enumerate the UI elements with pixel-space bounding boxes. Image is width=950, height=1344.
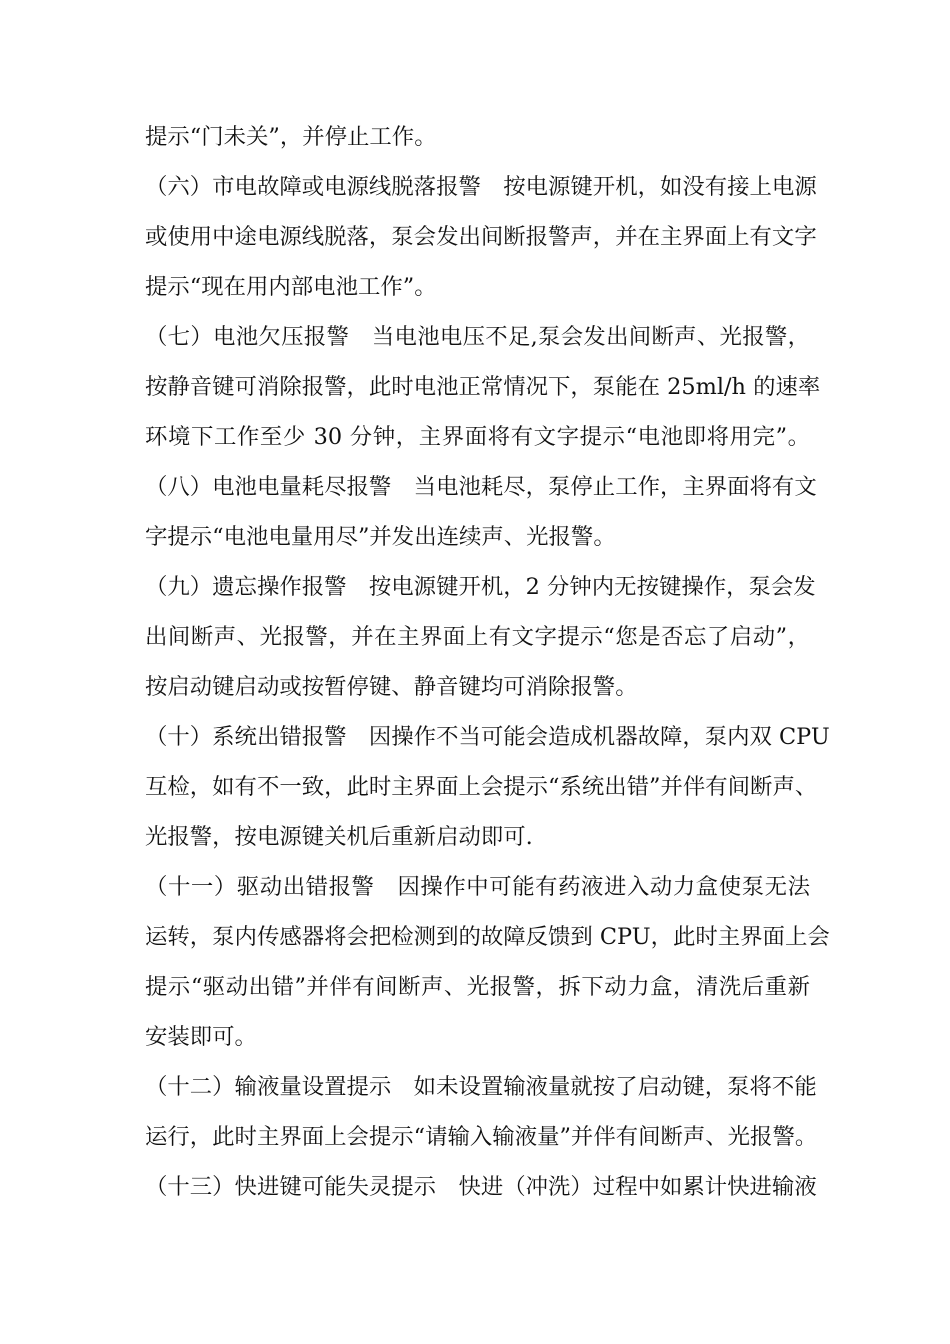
text-line: 安装即可。 <box>145 1024 257 1050</box>
text-line: 提示“驱动出错”并伴有间断声、光报警，拆下动力盒，清洗后重新 <box>145 974 810 1000</box>
text-line: 运行，此时主界面上会提示“请输入输液量”并伴有间断声、光报警。 <box>145 1124 818 1150</box>
text-line: 出间断声、光报警，并在主界面上有文字提示“您是否忘了启动”， <box>145 624 810 650</box>
text-line: 提示“现在用内部电池工作”。 <box>145 274 437 300</box>
text-line: 或使用中途电源线脱落，泵会发出间断报警声，并在主界面上有文字 <box>145 224 817 250</box>
text-line: （十一）驱动出错报警 因操作中可能有药液进入动力盒使泵无法 <box>145 874 810 900</box>
document-body <box>145 112 830 1212</box>
text-line: （十）系统出错报警 因操作不当可能会造成机器故障，泵内双 CPU <box>145 724 830 750</box>
text-line: （七）电池欠压报警 当电池电压不足,泵会发出间断声、光报警， <box>145 324 810 350</box>
text-line: 光报警，按电源键关机后重新启动即可. <box>145 824 533 850</box>
text-line: 字提示“电池电量用尽”并发出连续声、光报警。 <box>145 524 616 550</box>
text-line: 提示“门未关”，并停止工作。 <box>145 124 437 150</box>
text-line: 环境下工作至少 30 分钟，主界面将有文字提示“电池即将用完”。 <box>145 424 810 450</box>
text-line: 运转，泵内传感器将会把检测到的故障反馈到 CPU，此时主界面上会 <box>145 924 830 950</box>
text-line: 按启动键启动或按暂停键、静音键均可消除报警。 <box>145 674 638 700</box>
text-line: 互检，如有不一致，此时主界面上会提示“系统出错”并伴有间断声、 <box>145 774 818 800</box>
text-line: （八）电池电量耗尽报警 当电池耗尽，泵停止工作，主界面将有文 <box>145 474 817 500</box>
text-line: （十二）输液量设置提示 如未设置输液量就按了启动键，泵将不能 <box>145 1074 817 1100</box>
text-line: 按静音键可消除报警，此时电池正常情况下，泵能在 25ml/h 的速率 <box>145 374 821 400</box>
text-line: （十三）快进键可能失灵提示 快进（冲洗）过程中如累计快进输液 <box>145 1174 817 1200</box>
text-line: （六）市电故障或电源线脱落报警 按电源键开机，如没有接上电源 <box>145 174 817 200</box>
text-line: （九）遗忘操作报警 按电源键开机，2 分钟内无按键操作，泵会发 <box>145 574 816 600</box>
